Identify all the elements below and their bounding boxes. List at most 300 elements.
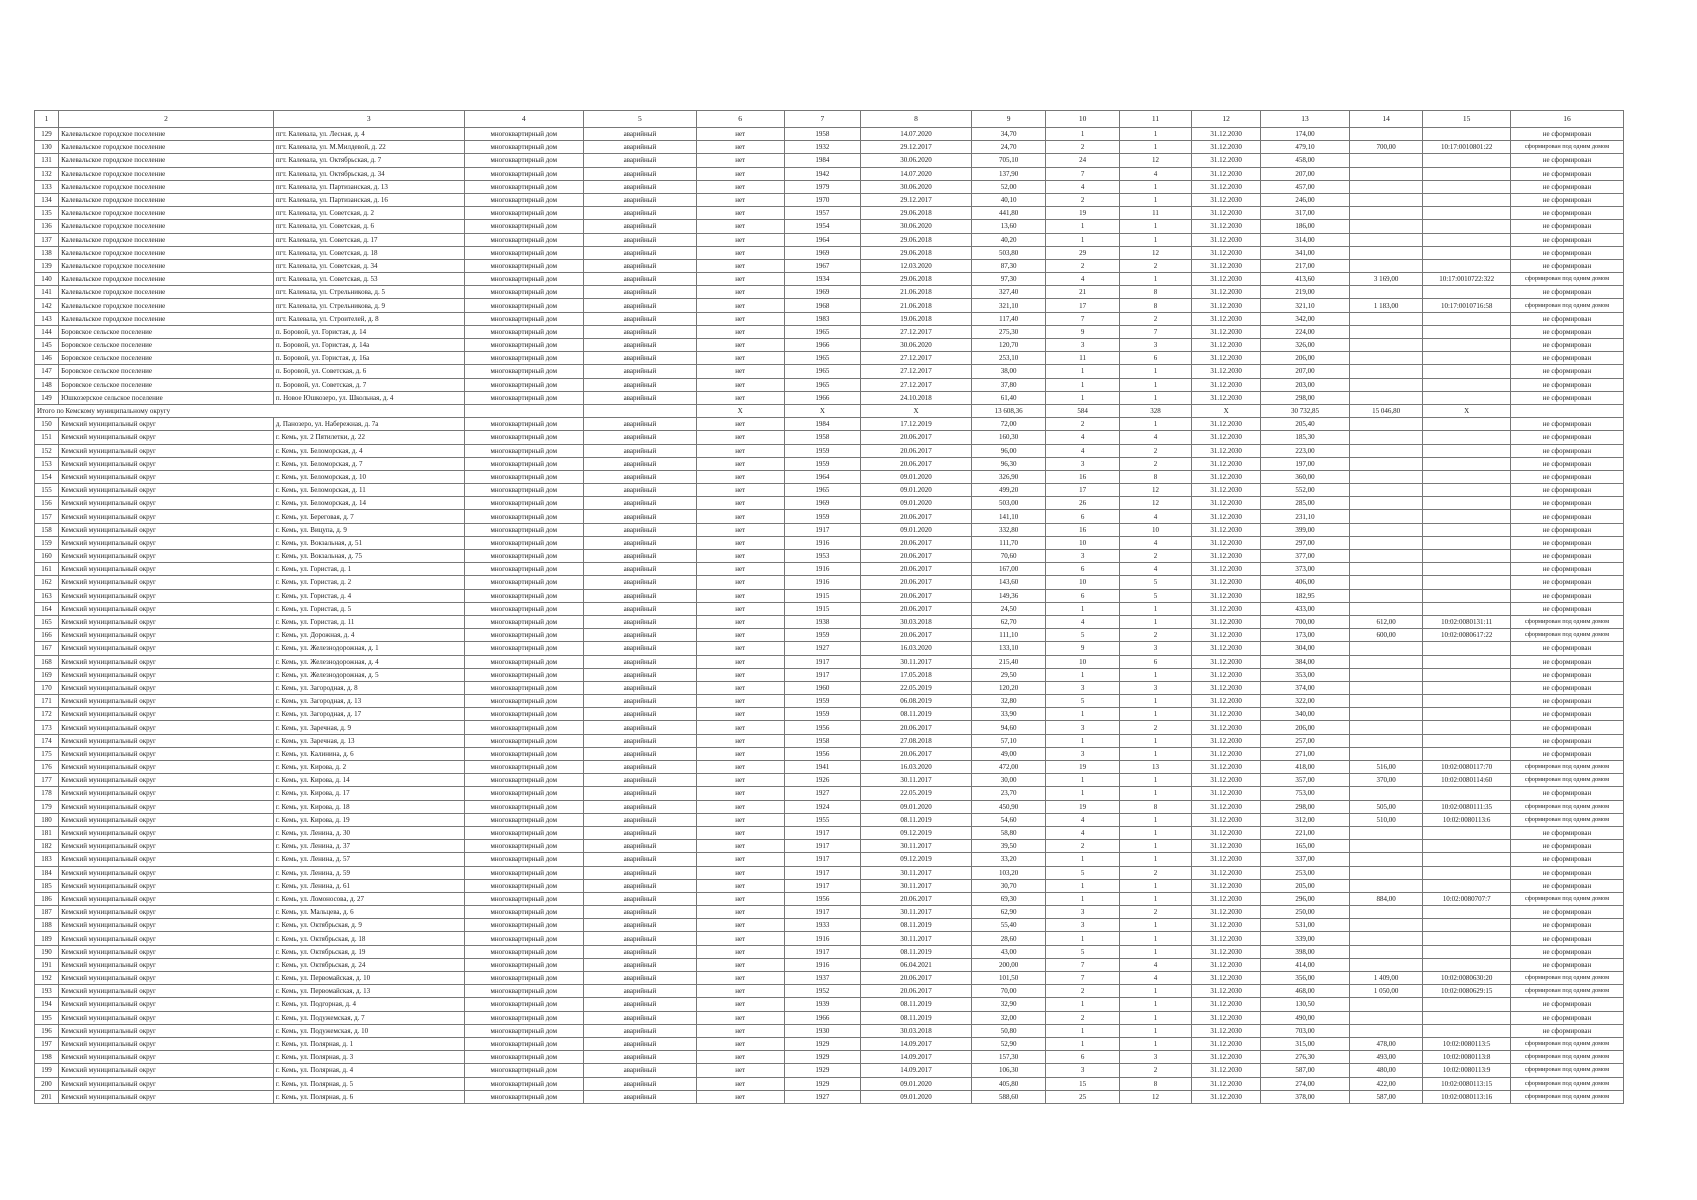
table-cell: Кемский муниципальный округ xyxy=(59,734,274,747)
table-cell: 12 xyxy=(1119,484,1191,497)
table-row xyxy=(35,1051,1624,1064)
total-cell xyxy=(583,404,696,417)
table-cell: 1965 xyxy=(784,352,861,365)
table-cell: 10:02:0080113:16 xyxy=(1423,1090,1511,1103)
table-row xyxy=(35,193,1624,206)
table-cell: 185 xyxy=(35,879,59,892)
table-cell: 5 xyxy=(1046,629,1119,642)
table-cell: 29.12.2017 xyxy=(861,141,972,154)
table-cell: не сформирован xyxy=(1510,853,1623,866)
table-cell: 2 xyxy=(1119,906,1191,919)
table-cell: аварийный xyxy=(583,576,696,589)
table-cell xyxy=(1349,787,1422,800)
table-cell xyxy=(1349,550,1422,563)
table-row xyxy=(35,787,1624,800)
table-cell: нет xyxy=(696,1077,784,1090)
table-cell: 1965 xyxy=(784,378,861,391)
table-cell: многоквартирный дом xyxy=(464,1064,583,1077)
table-cell: аварийный xyxy=(583,589,696,602)
table-cell: 94,60 xyxy=(971,721,1046,734)
table-cell: аварийный xyxy=(583,734,696,747)
table-cell xyxy=(1423,470,1511,483)
table-cell: п. Боровой, ул. Гористая, д. 14а xyxy=(273,339,464,352)
table-cell: г. Кемь, ул. Вокзальная, д. 51 xyxy=(273,536,464,549)
table-cell: Кемский муниципальный округ xyxy=(59,840,274,853)
table-cell: Калевальское городское поселение xyxy=(59,193,274,206)
table-cell: 30.06.2020 xyxy=(861,339,972,352)
table-cell: г. Кемь, ул. Загородная, д. 13 xyxy=(273,695,464,708)
table-cell: Кемский муниципальный округ xyxy=(59,919,274,932)
table-cell: 250,00 xyxy=(1261,906,1350,919)
table-cell: аварийный xyxy=(583,510,696,523)
table-cell: 09.01.2020 xyxy=(861,497,972,510)
table-cell: 31.12.2030 xyxy=(1192,510,1261,523)
table-cell: нет xyxy=(696,1024,784,1037)
table-cell: 52,00 xyxy=(971,180,1046,193)
table-cell: 10:17:0010801:22 xyxy=(1423,141,1511,154)
table-cell: не сформирован xyxy=(1510,550,1623,563)
table-cell: 14.07.2020 xyxy=(861,128,972,141)
table-row xyxy=(35,299,1624,312)
table-cell: г. Кемь, ул. Октябрьская, д. 18 xyxy=(273,932,464,945)
table-cell xyxy=(1349,642,1422,655)
table-cell: нет xyxy=(696,128,784,141)
table-cell: аварийный xyxy=(583,826,696,839)
table-cell: 1 xyxy=(1119,945,1191,958)
table-cell: аварийный xyxy=(583,141,696,154)
table-cell: п. Боровой, ул. Гористая, д. 16а xyxy=(273,352,464,365)
table-cell: пгт. Калевала, ул. Советская, д. 53 xyxy=(273,273,464,286)
table-row xyxy=(35,945,1624,958)
table-cell xyxy=(1349,866,1422,879)
table-cell: 20.06.2017 xyxy=(861,576,972,589)
table-cell xyxy=(1423,655,1511,668)
table-cell: нет xyxy=(696,747,784,760)
table-cell: 1953 xyxy=(784,550,861,563)
table-cell: Кемский муниципальный округ xyxy=(59,576,274,589)
table-cell: многоквартирный дом xyxy=(464,642,583,655)
table-cell: 3 xyxy=(1119,681,1191,694)
table-cell xyxy=(1423,866,1511,879)
table-cell: 321,10 xyxy=(1261,299,1350,312)
table-cell: 510,00 xyxy=(1349,813,1422,826)
table-cell: многоквартирный дом xyxy=(464,286,583,299)
table-cell: 29.12.2017 xyxy=(861,193,972,206)
column-number-5: 5 xyxy=(583,111,696,128)
table-cell: Юшкозерское сельское поселение xyxy=(59,391,274,404)
table-cell xyxy=(1423,589,1511,602)
table-cell: 31.12.2030 xyxy=(1192,1024,1261,1037)
table-cell: 753,00 xyxy=(1261,787,1350,800)
table-cell: г. Кемь, ул. Подужемская, д. 7 xyxy=(273,1011,464,1024)
table-cell: 503,00 xyxy=(971,497,1046,510)
table-cell: аварийный xyxy=(583,1077,696,1090)
table-cell: нет xyxy=(696,193,784,206)
table-cell: не сформирован xyxy=(1510,233,1623,246)
table-cell: 1 xyxy=(1119,734,1191,747)
table-cell: аварийный xyxy=(583,945,696,958)
table-cell: аварийный xyxy=(583,365,696,378)
table-cell: нет xyxy=(696,378,784,391)
table-cell: 531,00 xyxy=(1261,919,1350,932)
table-cell: многоквартирный дом xyxy=(464,497,583,510)
table-cell: 1917 xyxy=(784,523,861,536)
table-cell: 298,00 xyxy=(1261,800,1350,813)
table-cell: 14.09.2017 xyxy=(861,1064,972,1077)
table-cell: 182,95 xyxy=(1261,589,1350,602)
table-row xyxy=(35,550,1624,563)
table-cell: 1959 xyxy=(784,444,861,457)
table-cell: 20.06.2017 xyxy=(861,589,972,602)
table-cell: 7 xyxy=(1046,312,1119,325)
housing-register-table xyxy=(34,110,1624,1104)
table-cell: 1 xyxy=(1119,892,1191,905)
table-cell: 5 xyxy=(1046,945,1119,958)
table-cell: аварийный xyxy=(583,629,696,642)
table-cell: г. Кемь, ул. Подужемская, д. 10 xyxy=(273,1024,464,1037)
table-row xyxy=(35,378,1624,391)
table-cell xyxy=(1349,655,1422,668)
table-cell: не сформирован xyxy=(1510,932,1623,945)
table-cell: 1 xyxy=(1046,1037,1119,1050)
table-cell: 31.12.2030 xyxy=(1192,958,1261,971)
table-cell xyxy=(1349,128,1422,141)
table-cell: нет xyxy=(696,154,784,167)
table-cell: многоквартирный дом xyxy=(464,681,583,694)
table-cell: 152 xyxy=(35,444,59,457)
table-cell: 3 xyxy=(1046,550,1119,563)
table-cell: 1960 xyxy=(784,681,861,694)
table-cell: многоквартирный дом xyxy=(464,1077,583,1090)
table-cell: г. Кемь, ул. Гористая, д. 1 xyxy=(273,563,464,576)
table-cell: 159 xyxy=(35,536,59,549)
table-cell: аварийный xyxy=(583,840,696,853)
table-row xyxy=(35,892,1624,905)
table-cell: 31.12.2030 xyxy=(1192,998,1261,1011)
table-cell: 353,00 xyxy=(1261,668,1350,681)
table-cell: многоквартирный дом xyxy=(464,563,583,576)
table-cell: многоквартирный дом xyxy=(464,972,583,985)
table-cell: 31.12.2030 xyxy=(1192,813,1261,826)
table-cell: 31.12.2030 xyxy=(1192,972,1261,985)
table-cell: 1 xyxy=(1046,391,1119,404)
table-cell: 703,00 xyxy=(1261,1024,1350,1037)
table-cell: не сформирован xyxy=(1510,536,1623,549)
table-cell: 31.12.2030 xyxy=(1192,457,1261,470)
table-cell: 1 xyxy=(1046,378,1119,391)
table-cell: г. Кемь, ул. Ленина, д. 61 xyxy=(273,879,464,892)
table-cell: многоквартирный дом xyxy=(464,853,583,866)
column-number-3: 3 xyxy=(273,111,464,128)
table-cell: 1 xyxy=(1046,998,1119,1011)
table-cell: 357,00 xyxy=(1261,774,1350,787)
table-cell: 1968 xyxy=(784,299,861,312)
table-cell: 2 xyxy=(1119,259,1191,272)
table-cell: пгт. Калевала, ул. Партизанская, д. 16 xyxy=(273,193,464,206)
table-cell: 253,10 xyxy=(971,352,1046,365)
table-cell: 167,00 xyxy=(971,563,1046,576)
table-cell: 360,00 xyxy=(1261,470,1350,483)
table-cell: 31.12.2030 xyxy=(1192,747,1261,760)
table-cell: Кемский муниципальный округ xyxy=(59,655,274,668)
table-cell: 1930 xyxy=(784,1024,861,1037)
table-cell: Калевальское городское поселение xyxy=(59,207,274,220)
table-cell: Кемский муниципальный округ xyxy=(59,695,274,708)
table-cell xyxy=(1423,708,1511,721)
table-cell: 457,00 xyxy=(1261,180,1350,193)
table-cell: 3 xyxy=(1046,721,1119,734)
table-cell: 200 xyxy=(35,1077,59,1090)
table-cell: 1932 xyxy=(784,141,861,154)
table-cell: 139 xyxy=(35,259,59,272)
table-cell: не сформирован xyxy=(1510,1024,1623,1037)
table-row xyxy=(35,391,1624,404)
table-cell xyxy=(1423,695,1511,708)
table-cell xyxy=(1349,259,1422,272)
table-cell: 184 xyxy=(35,866,59,879)
table-cell xyxy=(1423,668,1511,681)
table-cell: многоквартирный дом xyxy=(464,813,583,826)
table-cell: 700,00 xyxy=(1261,615,1350,628)
table-row xyxy=(35,325,1624,338)
total-cell: 30 732,85 xyxy=(1261,404,1350,417)
table-cell: 172 xyxy=(35,708,59,721)
table-cell: 14.07.2020 xyxy=(861,167,972,180)
table-cell: 31.12.2030 xyxy=(1192,431,1261,444)
table-cell: г. Кемь, ул. Мальцева, д. 6 xyxy=(273,906,464,919)
table-cell: 1 xyxy=(1119,128,1191,141)
table-cell: многоквартирный дом xyxy=(464,892,583,905)
table-cell: 327,40 xyxy=(971,286,1046,299)
table-cell: 08.11.2019 xyxy=(861,813,972,826)
table-row xyxy=(35,365,1624,378)
table-cell: г. Кемь, ул. Полярная, д. 5 xyxy=(273,1077,464,1090)
table-cell xyxy=(1349,826,1422,839)
table-cell: 10 xyxy=(1046,576,1119,589)
table-cell: нет xyxy=(696,325,784,338)
table-cell: 203,00 xyxy=(1261,378,1350,391)
table-cell: 8 xyxy=(1119,800,1191,813)
table-cell: 587,00 xyxy=(1349,1090,1422,1103)
total-cell xyxy=(464,404,583,417)
table-cell xyxy=(1349,747,1422,760)
table-cell: 176 xyxy=(35,761,59,774)
table-cell: Калевальское городское поселение xyxy=(59,233,274,246)
table-cell: 19.06.2018 xyxy=(861,312,972,325)
table-cell: не сформирован xyxy=(1510,840,1623,853)
table-cell: аварийный xyxy=(583,259,696,272)
table-row xyxy=(35,180,1624,193)
table-cell: аварийный xyxy=(583,299,696,312)
table-cell: 4 xyxy=(1046,180,1119,193)
total-cell: X xyxy=(784,404,861,417)
table-cell: аварийный xyxy=(583,1064,696,1077)
table-cell: 195 xyxy=(35,1011,59,1024)
table-cell: г. Кемь, ул. 2 Пятилетки, д. 22 xyxy=(273,431,464,444)
table-cell: 314,00 xyxy=(1261,233,1350,246)
table-cell xyxy=(1423,497,1511,510)
table-cell: 1 xyxy=(1046,220,1119,233)
table-cell xyxy=(1349,365,1422,378)
table-cell: 16 xyxy=(1046,470,1119,483)
table-cell: многоквартирный дом xyxy=(464,602,583,615)
table-cell: 1927 xyxy=(784,1090,861,1103)
table-cell: Боровское сельское поселение xyxy=(59,325,274,338)
column-number-11: 11 xyxy=(1119,111,1191,128)
table-cell: Кемский муниципальный округ xyxy=(59,853,274,866)
table-cell xyxy=(1423,879,1511,892)
table-cell: 20.06.2017 xyxy=(861,550,972,563)
table-cell: аварийный xyxy=(583,972,696,985)
table-cell: Боровское сельское поселение xyxy=(59,378,274,391)
table-cell: 130,50 xyxy=(1261,998,1350,1011)
table-row xyxy=(35,668,1624,681)
table-cell xyxy=(1423,352,1511,365)
total-cell: 15 046,80 xyxy=(1349,404,1422,417)
table-cell: 297,00 xyxy=(1261,536,1350,549)
table-cell: Кемский муниципальный округ xyxy=(59,972,274,985)
table-cell: аварийный xyxy=(583,233,696,246)
table-cell: 10:02:0080111:35 xyxy=(1423,800,1511,813)
table-cell: 130 xyxy=(35,141,59,154)
table-cell: Кемский муниципальный округ xyxy=(59,1037,274,1050)
table-cell: аварийный xyxy=(583,167,696,180)
table-cell: 1 xyxy=(1046,233,1119,246)
table-cell: 31.12.2030 xyxy=(1192,985,1261,998)
table-cell xyxy=(1423,945,1511,958)
table-cell: не сформирован xyxy=(1510,523,1623,536)
table-cell: 1 xyxy=(1119,919,1191,932)
table-cell: аварийный xyxy=(583,484,696,497)
table-cell: нет xyxy=(696,286,784,299)
table-cell: сформирован под одним домом xyxy=(1510,1077,1623,1090)
table-cell: г. Кемь, ул. Беломорская, д. 14 xyxy=(273,497,464,510)
table-cell: 3 xyxy=(1046,1064,1119,1077)
table-cell: Боровское сельское поселение xyxy=(59,339,274,352)
table-row xyxy=(35,497,1624,510)
table-row xyxy=(35,734,1624,747)
table-cell: 31.12.2030 xyxy=(1192,576,1261,589)
table-cell: аварийный xyxy=(583,919,696,932)
table-row xyxy=(35,1064,1624,1077)
table-cell: Кемский муниципальный округ xyxy=(59,1077,274,1090)
table-cell: нет xyxy=(696,681,784,694)
table-cell: 246,00 xyxy=(1261,193,1350,206)
table-cell: нет xyxy=(696,563,784,576)
table-cell xyxy=(1423,246,1511,259)
table-cell: 468,00 xyxy=(1261,985,1350,998)
table-cell: нет xyxy=(696,734,784,747)
table-cell: не сформирован xyxy=(1510,945,1623,958)
table-cell: 31.12.2030 xyxy=(1192,391,1261,404)
table-cell: 132 xyxy=(35,167,59,180)
table-cell: 4 xyxy=(1046,431,1119,444)
table-cell: 31.12.2030 xyxy=(1192,180,1261,193)
table-cell: не сформирован xyxy=(1510,352,1623,365)
table-cell: 137,90 xyxy=(971,167,1046,180)
table-cell: 274,00 xyxy=(1261,1077,1350,1090)
table-cell: аварийный xyxy=(583,906,696,919)
table-cell: 12 xyxy=(1119,246,1191,259)
table-cell: 1965 xyxy=(784,325,861,338)
table-cell: 173,00 xyxy=(1261,629,1350,642)
table-cell: Кемский муниципальный округ xyxy=(59,563,274,576)
table-cell: не сформирован xyxy=(1510,246,1623,259)
table-cell: г. Кемь, ул. Гористая, д. 11 xyxy=(273,615,464,628)
table-cell: аварийный xyxy=(583,668,696,681)
table-row xyxy=(35,879,1624,892)
table-cell xyxy=(1349,879,1422,892)
table-cell: д. Панозеро, ул. Набережная, д. 7а xyxy=(273,418,464,431)
table-cell: 1 183,00 xyxy=(1349,299,1422,312)
table-cell: 1 xyxy=(1119,141,1191,154)
table-cell: 1 050,00 xyxy=(1349,985,1422,998)
table-cell: многоквартирный дом xyxy=(464,352,583,365)
table-cell: 321,10 xyxy=(971,299,1046,312)
table-cell: г. Кемь, ул. Ломоносова, д. 27 xyxy=(273,892,464,905)
table-cell: 2 xyxy=(1046,259,1119,272)
table-cell: 1942 xyxy=(784,167,861,180)
table-cell: Кемский муниципальный округ xyxy=(59,457,274,470)
table-cell: 31.12.2030 xyxy=(1192,141,1261,154)
table-cell: 422,00 xyxy=(1349,1077,1422,1090)
table-cell: 1964 xyxy=(784,233,861,246)
table-cell xyxy=(1349,391,1422,404)
table-cell: нет xyxy=(696,523,784,536)
table-cell: 10:02:0080617:22 xyxy=(1423,629,1511,642)
table-cell xyxy=(1349,457,1422,470)
table-cell: 10:02:0080629:15 xyxy=(1423,985,1511,998)
table-cell: 6 xyxy=(1119,352,1191,365)
table-cell: 138 xyxy=(35,246,59,259)
table-cell: 4 xyxy=(1046,826,1119,839)
table-cell: 54,60 xyxy=(971,813,1046,826)
table-cell: 153 xyxy=(35,457,59,470)
table-cell xyxy=(1349,708,1422,721)
table-cell xyxy=(1349,919,1422,932)
table-cell: 30.06.2020 xyxy=(861,154,972,167)
table-cell: 2 xyxy=(1119,312,1191,325)
table-cell xyxy=(1349,246,1422,259)
column-number-13: 13 xyxy=(1261,111,1350,128)
table-row xyxy=(35,655,1624,668)
table-cell: 406,00 xyxy=(1261,576,1350,589)
table-cell: 206,00 xyxy=(1261,352,1350,365)
table-cell: Кемский муниципальный округ xyxy=(59,602,274,615)
table-cell: 1937 xyxy=(784,972,861,985)
table-cell: Кемский муниципальный округ xyxy=(59,1090,274,1103)
table-cell: 1 xyxy=(1119,813,1191,826)
table-cell: 157 xyxy=(35,510,59,523)
table-cell: 40,20 xyxy=(971,233,1046,246)
table-row xyxy=(35,721,1624,734)
table-cell: аварийный xyxy=(583,536,696,549)
table-cell: нет xyxy=(696,180,784,193)
table-row xyxy=(35,536,1624,549)
table-cell: г. Кемь, ул. Железнодорожная, д. 4 xyxy=(273,655,464,668)
table-cell: 14.09.2017 xyxy=(861,1037,972,1050)
table-cell xyxy=(1349,932,1422,945)
table-cell xyxy=(1423,444,1511,457)
table-cell: сформирован под одним домом xyxy=(1510,1064,1623,1077)
table-cell: 31.12.2030 xyxy=(1192,906,1261,919)
table-cell: многоквартирный дом xyxy=(464,180,583,193)
table-cell xyxy=(1423,787,1511,800)
table-cell: 9 xyxy=(1046,325,1119,338)
table-cell: не сформирован xyxy=(1510,391,1623,404)
table-cell: аварийный xyxy=(583,352,696,365)
table-row xyxy=(35,932,1624,945)
